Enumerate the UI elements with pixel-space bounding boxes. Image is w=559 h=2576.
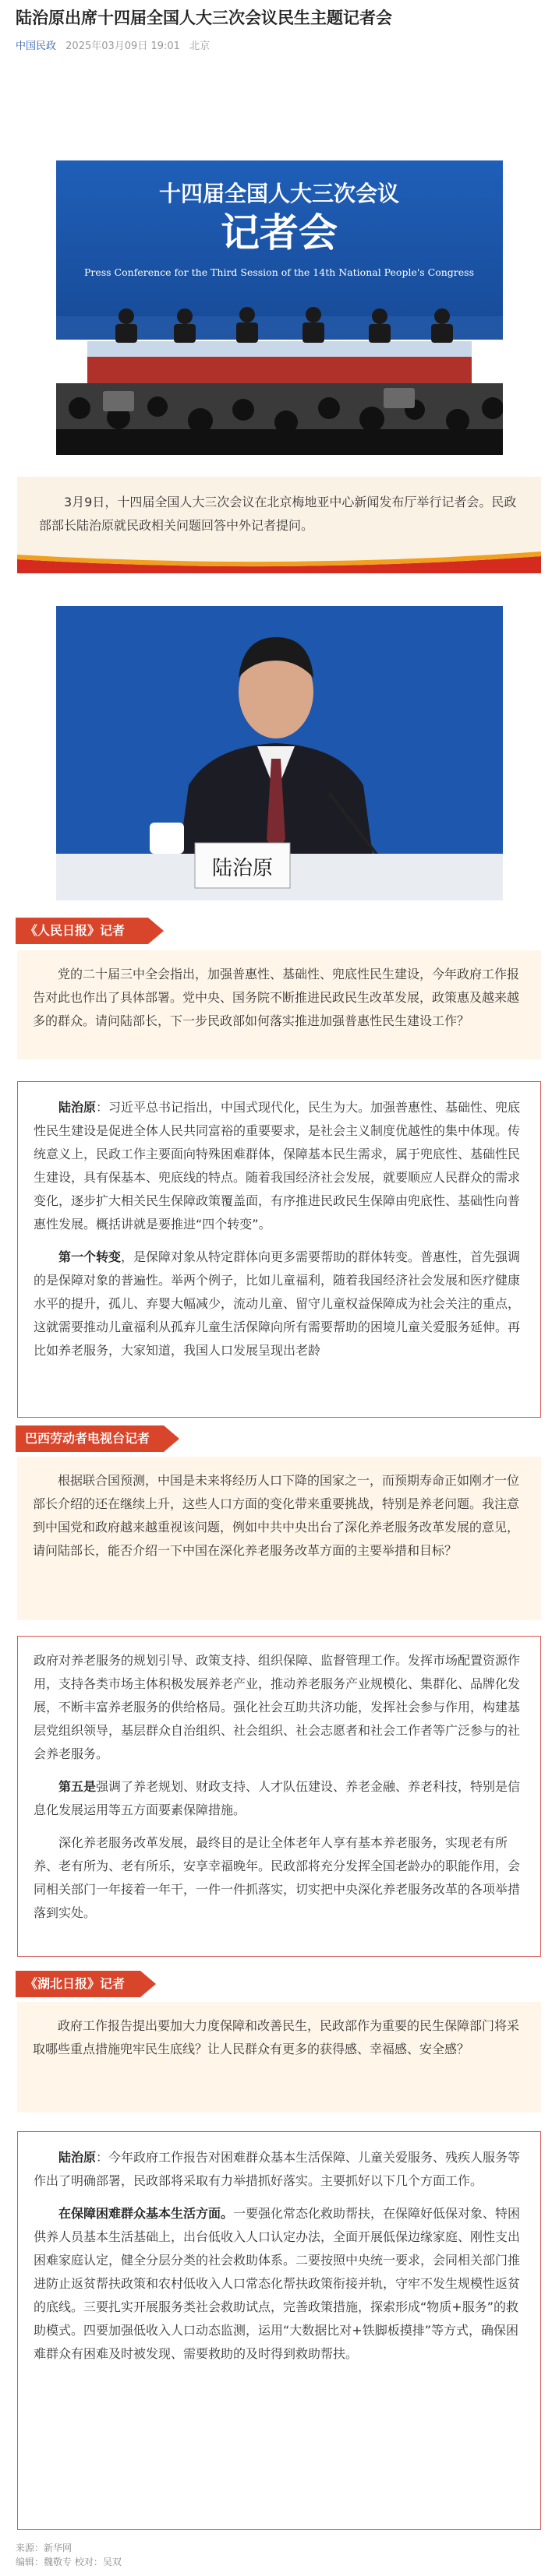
- reporter-label-1: [16, 918, 165, 944]
- answer-lead: 第一个转变: [58, 1249, 122, 1264]
- article-title: 陆治原出席十四届全国人大三次会议民生主题记者会: [16, 9, 392, 27]
- footer-editor: 编辑：魏敬专 校对：吴双: [16, 2557, 122, 2567]
- answer-lead: 第五是: [58, 1779, 97, 1794]
- nameplate-text: 陆治原: [211, 857, 274, 880]
- red-ribbon-decoration: [17, 551, 541, 573]
- reporter-name: 巴西劳动者电视台记者: [25, 1431, 150, 1446]
- reporter-label-2: [16, 1425, 181, 1452]
- answer-text: 政府对养老服务的规划引导、政策支持、组织保障、监督管理工作。发挥市场配置资源作用，支持各类市场主体积极发展养老产业，推动养老服务产业规模化、集群化、品牌化发展，不断丰富养老服务的供给格局。强化社会互助共济功能，发挥社会参与作用，构建基层党组织领导，基层群众自治组织、社会组织、社会志愿者和社会工作者等广泛参与的社会养老服务。: [34, 1653, 521, 1761]
- answer-text: 一要强化常态化救助帮扶，在保障好低保对象、特困供养人员基本生活基础上，出台低收入人口认定办法，全面开展低保边缘家庭、刚性支出困难家庭认定，健全分层分类的社会救助体系。二要按照中央统一要求，会同相关部门推进防止返贫帮扶政策和农村低收入人口常态化帮扶政策衔接并轨，守牢不发生规模性返贫的底线。三要扎实开展服务类社会救助试点，完善政策措施，探索形成“物质+服务”的救助模式。四要加强低收入人口动态监测，运用“大数据比对+铁脚板摸排”等方式，确保困难群众有困难及时被发现、需要救助的及时得到救助帮扶。: [34, 2206, 521, 2361]
- answer-paragraph: [34, 1775, 525, 1822]
- answer-box-3: [17, 2131, 541, 2530]
- question-box-1: [17, 950, 541, 1059]
- banner-english: Press Conference for the Third Session of the 14th National People's Congress: [83, 266, 475, 278]
- answer-lead: 在保障困难群众基本生活方面。: [58, 2206, 234, 2221]
- intro-text: 3月9日，十四届全国人大三次会议在北京梅地亚中心新闻发布厅举行记者会。民政部部长陆治原就民政相关问题回答中外记者提问。: [39, 495, 517, 533]
- answer-text: 强调了养老规划、财政支持、人才队伍建设、养老金融、养老科技，特别是信息化发展运用等五方面要素保障措施。: [34, 1779, 521, 1817]
- article-footer: [16, 2541, 122, 2569]
- banner-line1: 十四届全国人大三次会议: [158, 181, 400, 206]
- answer-text: 深化养老服务改革发展，最终目的是让全体老年人享有基本养老服务，实现老有所养、老有所为、老有所乐，安享幸福晚年。民政部将充分发挥全国老龄办的职能作用，会同相关部门一年接着一年干，一件一件抓落实，切实把中央深化养老服务改革的各项举措落到实处。: [34, 1835, 521, 1920]
- banner-line2: 记者会: [221, 210, 338, 255]
- answer-text: ，是保障对象从特定群体向更多需要帮助的群体转变。普惠性，首先强调的是保障对象的普遍性。举两个例子，比如儿童福利，随着我国经济社会发展和医疗健康水平的提升，孤儿、弃婴大幅减少，流动儿童、留守儿童权益保障成为社会关注的重点，这就需要推动儿童福利从孤弃儿童生活保障向所有需要帮助的困境儿童关爱服务延伸。再比如养老服务，大家知道，我国人口发展呈现出老龄: [34, 1249, 521, 1358]
- answer-paragraph: [34, 1096, 525, 1236]
- answer-paragraph: [34, 1831, 525, 1925]
- reporter-name: 《人民日报》记者: [25, 923, 126, 938]
- answer-paragraph: [34, 2202, 525, 2366]
- article-source[interactable]: 中国民政: [16, 41, 57, 52]
- question-box-2: [17, 1457, 541, 1620]
- answer-text: ：今年政府工作报告对困难群众基本生活保障、儿童关爱服务、残疾人服务等作出了明确部署，民政部将采取有力举措抓好落实。主要抓好以下几个方面工作。: [34, 2150, 521, 2188]
- question-text: 根据联合国预测，中国是未来将经历人口下降的国家之一，而预期寿命正如刚才一位部长介绍的还在继续上升，这些人口方面的变化带来重要挑战，特别是养老问题。我注意到中国党和政府越来越重视该问题，例如中共中央出台了深化养老服务改革发展的意见，请问陆部长，能否介绍一下中国在深化养老服务改革方面的主要举措和目标？: [33, 1473, 520, 1558]
- answer-box-2: [17, 1636, 541, 1957]
- article-meta: [16, 37, 216, 52]
- answer-paragraph: [34, 1649, 525, 1766]
- article-datetime: 2025年03月09日 19:01: [65, 41, 180, 52]
- press-conference-photo: [56, 160, 503, 455]
- reporter-label-3: [16, 1971, 157, 1997]
- intro-box: [17, 477, 541, 573]
- question-box-3: [17, 2002, 541, 2113]
- question-text: 党的二十届三中全会指出，加强普惠性、基础性、兜底性民生建设，今年政府工作报告对此也作出了具体部署。党中央、国务院不断推进民政民生改革发展，政策惠及越来越多的群众。请问陆部长，下一步民政部如何落实推进加强普惠性民生建设工作？: [33, 967, 520, 1028]
- question-text: 政府工作报告提出要加大力度保障和改善民生，民政部作为重要的民生保障部门将采取哪些重点措施兜牢民生底线？让人民群众有更多的获得感、幸福感、安全感？: [33, 2018, 520, 2056]
- answer-box-1: [17, 1081, 541, 1418]
- answer-lead: 陆治原: [58, 2150, 97, 2165]
- reporter-name: 《湖北日报》记者: [25, 1976, 126, 1991]
- answer-lead: 陆治原: [58, 1100, 97, 1115]
- answer-paragraph: [34, 1246, 525, 1362]
- answer-text: ：习近平总书记指出，中国式现代化，民生为大。加强普惠性、基础性、兜底性民生建设是促进全体人民共同富裕的重要要求，是社会主义制度优越性的集中体现。传统意义上，民政工作主要面向特殊困难群体，保障基本民生需求，属于兜底性、基础性民生建设，具有保基本、兜底线的特点。随着我国经济社会发展，就要顺应人民群众的需求变化，逐步扩大相关民生保障政策覆盖面，有序推进民政民生保障由兜底性、基础性向普惠性发展。概括讲就是要推进“四个转变”。: [34, 1100, 521, 1232]
- article-location: 北京: [189, 41, 211, 52]
- speaker-photo: [56, 606, 503, 900]
- footer-source: 来源：新华网: [16, 2543, 73, 2553]
- answer-paragraph: [34, 2146, 525, 2193]
